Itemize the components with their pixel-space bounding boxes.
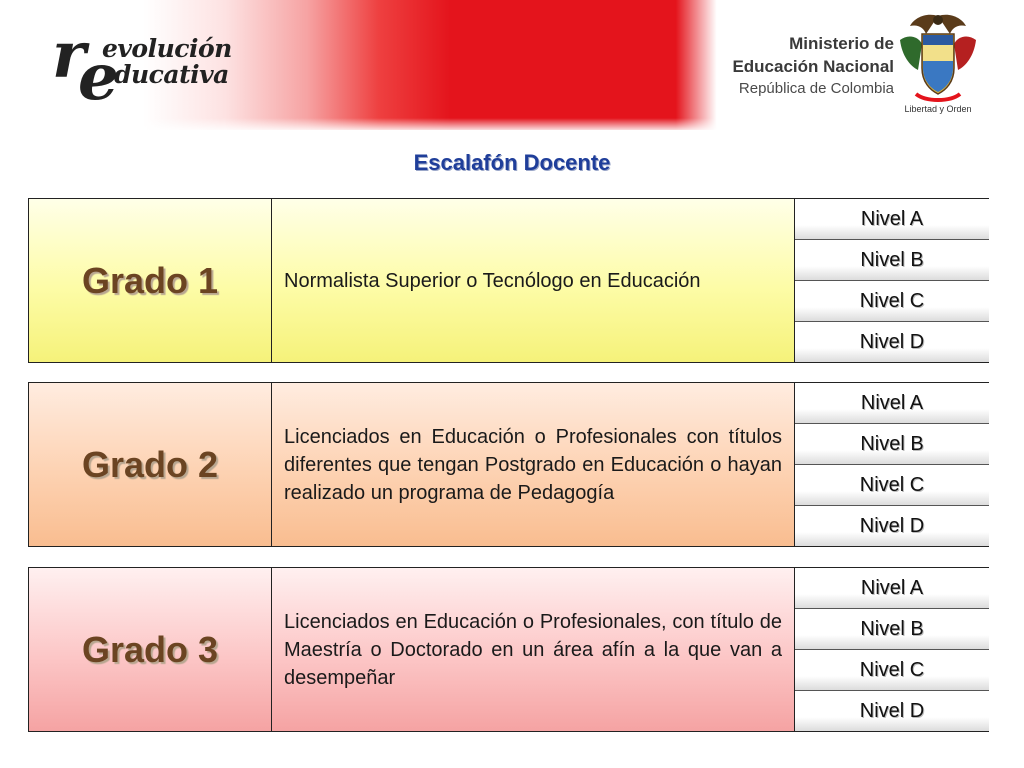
level-c: Nivel C <box>795 281 989 322</box>
grade-description: Normalista Superior o Tecnólogo en Educación <box>284 269 701 292</box>
logo-word-top: evolución <box>102 34 232 63</box>
ministry-line-2: Educación Nacional <box>732 57 894 76</box>
crest-motto: Libertad y Orden <box>904 104 972 114</box>
grade-description-cell <box>272 199 795 362</box>
level-a: Nivel A <box>795 568 989 609</box>
grade-table-3 <box>28 567 989 732</box>
grade-description-cell <box>272 383 795 546</box>
grade-description: Licenciados en Educación o Profesionales con títulos diferentes que tengan Postgrado en Educación o hayan realizado un programa de Pedagogía <box>284 425 782 504</box>
revolucion-educativa-logo <box>48 18 268 115</box>
grade-description: Licenciados en Educación o Profesionales, con título de Maestría o Doctorado en un área afín a la que van a desempeñar <box>284 610 782 689</box>
logo-letter-r: r <box>52 18 86 93</box>
logo-letter-e: e <box>78 40 119 115</box>
grade-name-cell <box>29 199 272 362</box>
grade-label: Grado 2 <box>81 443 219 485</box>
grade-levels-cell <box>795 383 989 546</box>
grade-name-cell <box>29 568 272 731</box>
coat-of-arms-icon <box>896 10 980 106</box>
level-d: Nivel D <box>795 691 989 731</box>
ministry-line-3: República de Colombia <box>738 80 894 97</box>
level-a: Nivel A <box>795 199 989 240</box>
grade-levels-cell <box>795 199 989 362</box>
level-c: Nivel C <box>795 650 989 691</box>
ministry-name <box>716 32 894 99</box>
level-b: Nivel B <box>795 424 989 465</box>
grade-name-cell <box>29 383 272 546</box>
level-d: Nivel D <box>795 322 989 362</box>
level-c: Nivel C <box>795 465 989 506</box>
page-title: Escalafón Docente <box>413 150 611 175</box>
header-fade <box>0 118 1024 132</box>
grade-label: Grado 3 <box>81 628 219 670</box>
grade-table-1 <box>28 198 989 363</box>
level-b: Nivel B <box>795 240 989 281</box>
logo-word-bottom: ducativa <box>114 60 229 89</box>
level-a: Nivel A <box>795 383 989 424</box>
grade-levels-cell <box>795 568 989 731</box>
grade-description-cell <box>272 568 795 731</box>
level-b: Nivel B <box>795 609 989 650</box>
level-d: Nivel D <box>795 506 989 546</box>
grade-table-2 <box>28 382 989 547</box>
ministry-line-1: Ministerio de <box>789 34 894 53</box>
grade-label: Grado 1 <box>81 259 219 301</box>
